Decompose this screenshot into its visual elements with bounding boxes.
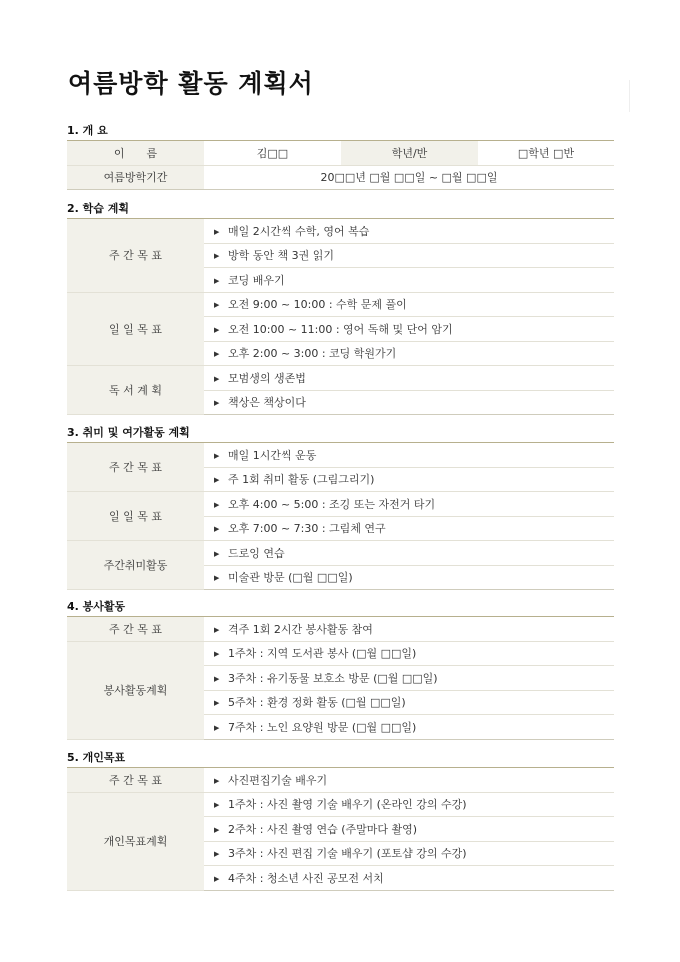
plan-item-text: 3주차 : 사진 편집 기술 배우기 (포토샵 강의 수강) [228, 847, 467, 861]
overview-table [67, 140, 614, 190]
bullet-icon: ▶ [214, 699, 220, 708]
plan-item-text: 오후 7:00 ~ 7:30 : 그림체 연구 [228, 522, 386, 536]
plan-item-text: 매일 1시간씩 운동 [228, 448, 317, 462]
name-value: 김□□ [204, 141, 341, 166]
plan-item [204, 341, 614, 366]
plan-table [67, 767, 614, 891]
section-heading: 2. 학습 계획 [67, 202, 129, 215]
table-row [67, 165, 614, 190]
table-row [67, 492, 614, 517]
bullet-icon: ▶ [214, 451, 220, 460]
table-row [67, 641, 614, 666]
section-heading: 3. 취미 및 여가활동 계획 [67, 426, 190, 439]
table-row [67, 541, 614, 566]
bullet-icon: ▶ [214, 850, 220, 859]
row-label: 일 일 목 표 [67, 292, 204, 366]
bullet-icon: ▶ [214, 301, 220, 310]
row-label: 주 간 목 표 [67, 443, 204, 492]
bullet-icon: ▶ [214, 723, 220, 732]
plan-table [67, 616, 614, 740]
row-label: 주간취미활동 [67, 541, 204, 590]
plan-item-text: 드로잉 연습 [228, 546, 285, 560]
row-label: 일 일 목 표 [67, 492, 204, 541]
bullet-icon: ▶ [214, 574, 220, 583]
row-label: 봉사활동계획 [67, 641, 204, 739]
plan-item [204, 817, 614, 842]
table-row [67, 768, 614, 793]
plan-item-text: 5주차 : 환경 정화 활동 (□월 □□일) [228, 696, 406, 710]
plan-item [204, 792, 614, 817]
table-row [67, 141, 614, 166]
plan-section [67, 200, 614, 415]
plan-item [204, 317, 614, 342]
table-row [67, 366, 614, 391]
plan-item-text: 주 1회 취미 활동 (그림그리기) [228, 473, 375, 487]
row-label: 독 서 계 획 [67, 366, 204, 415]
plan-item [204, 768, 614, 793]
section-heading: 4. 봉사활동 [67, 600, 126, 613]
grade-label: 학년/반 [341, 141, 478, 166]
section-heading: 1. 개 요 [67, 124, 108, 137]
plan-item-text: 오전 9:00 ~ 10:00 : 수학 문제 풀이 [228, 298, 407, 312]
plan-item-text: 오후 4:00 ~ 5:00 : 조깅 또는 자전거 타기 [228, 497, 436, 511]
table-row [67, 617, 614, 642]
plan-item-text: 1주차 : 사진 촬영 기술 배우기 (온라인 강의 수강) [228, 798, 467, 812]
bullet-icon: ▶ [214, 227, 220, 236]
bullet-icon: ▶ [214, 525, 220, 534]
plan-item [204, 565, 614, 590]
bullet-icon: ▶ [214, 500, 220, 509]
page-edge-mark [629, 80, 631, 112]
plan-table [67, 442, 614, 590]
plan-table [67, 218, 614, 415]
bullet-icon: ▶ [214, 549, 220, 558]
plan-item [204, 390, 614, 415]
bullet-icon: ▶ [214, 476, 220, 485]
plan-item [204, 666, 614, 691]
table-row [67, 792, 614, 817]
plan-item [204, 219, 614, 244]
plan-item [204, 243, 614, 268]
plan-section [67, 598, 614, 740]
plan-item-text: 7주차 : 노인 요양원 방문 (□월 □□일) [228, 720, 417, 734]
plan-item-text: 코딩 배우기 [228, 273, 285, 287]
plan-item-text: 매일 2시간씩 수학, 영어 복습 [228, 224, 370, 238]
plan-item-text: 사진편집기술 배우기 [228, 773, 328, 787]
row-label: 주 간 목 표 [67, 219, 204, 293]
row-label: 주 간 목 표 [67, 617, 204, 642]
bullet-icon: ▶ [214, 325, 220, 334]
plan-item-text: 4주차 : 청소년 사진 공모전 서치 [228, 871, 384, 885]
plan-item [204, 541, 614, 566]
plan-item-text: 오후 2:00 ~ 3:00 : 코딩 학원가기 [228, 347, 397, 361]
bullet-icon: ▶ [214, 825, 220, 834]
plan-section [67, 424, 614, 590]
plan-item-text: 책상은 책상이다 [228, 396, 306, 410]
plan-item [204, 617, 614, 642]
bullet-icon: ▶ [214, 252, 220, 261]
table-row [67, 443, 614, 468]
plan-item [204, 467, 614, 492]
row-label: 주 간 목 표 [67, 768, 204, 793]
bullet-icon: ▶ [214, 874, 220, 883]
document-title: 여름방학 활동 계획서 [68, 69, 314, 98]
plan-item-text: 방학 동안 책 3권 읽기 [228, 249, 334, 263]
plan-item [204, 443, 614, 468]
plan-section [67, 749, 614, 891]
period-value: 20□□년 □월 □□일 ~ □월 □□일 [204, 165, 614, 190]
plan-item [204, 715, 614, 740]
plan-item-text: 격주 1회 2시간 봉사활동 참여 [228, 622, 373, 636]
bullet-icon: ▶ [214, 399, 220, 408]
period-label: 여름방학기간 [67, 165, 204, 190]
table-row [67, 219, 614, 244]
plan-item-text: 오전 10:00 ~ 11:00 : 영어 독해 및 단어 암기 [228, 322, 453, 336]
bullet-icon: ▶ [214, 374, 220, 383]
plan-item [204, 841, 614, 866]
bullet-icon: ▶ [214, 776, 220, 785]
bullet-icon: ▶ [214, 350, 220, 359]
bullet-icon: ▶ [214, 674, 220, 683]
name-label: 이 름 [67, 141, 204, 166]
bullet-icon: ▶ [214, 276, 220, 285]
plan-item [204, 641, 614, 666]
plan-item-text: 모범생의 생존법 [228, 371, 306, 385]
table-row [67, 292, 614, 317]
grade-value: □학년 □반 [478, 141, 614, 166]
plan-item [204, 690, 614, 715]
plan-item [204, 492, 614, 517]
section-heading: 5. 개인목표 [67, 751, 126, 764]
bullet-icon: ▶ [214, 625, 220, 634]
plan-item-text: 1주차 : 지역 도서관 봉사 (□월 □□일) [228, 647, 417, 661]
plan-item [204, 268, 614, 293]
plan-item [204, 292, 614, 317]
overview-section [67, 122, 614, 190]
plan-item-text: 3주차 : 유기동물 보호소 방문 (□월 □□일) [228, 671, 438, 685]
plan-item [204, 516, 614, 541]
plan-item-text: 미술관 방문 (□월 □□일) [228, 571, 353, 585]
plan-item [204, 366, 614, 391]
plan-item [204, 866, 614, 891]
row-label: 개인목표계획 [67, 792, 204, 890]
bullet-icon: ▶ [214, 801, 220, 810]
bullet-icon: ▶ [214, 650, 220, 659]
plan-item-text: 2주차 : 사진 촬영 연습 (주말마다 촬영) [228, 822, 418, 836]
